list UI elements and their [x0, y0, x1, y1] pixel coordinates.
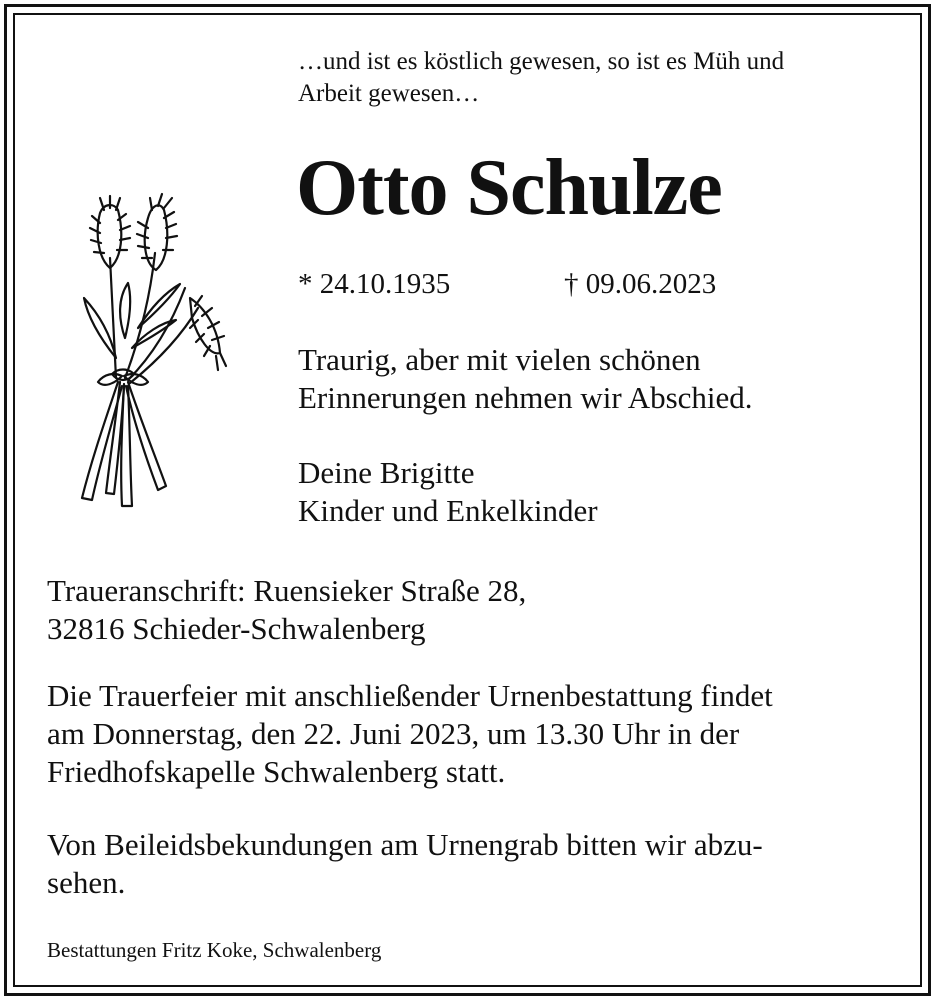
motto-line-1: …und ist es köstlich gewesen, so ist es Müh und — [298, 48, 785, 75]
mourning-address — [47, 572, 526, 648]
address-line-2: 32816 Schieder-Schwalenberg — [47, 611, 426, 646]
motto-line-2: Arbeit gewesen… — [298, 80, 480, 107]
condolence-line-1: Von Beileidsbekundungen am Urnengrab bitten wir abzu- — [47, 827, 763, 862]
deceased-name: Otto Schulze — [296, 144, 722, 232]
ceremony-line-2: am Donnerstag, den 22. Juni 2023, um 13.30 Uhr in der — [47, 716, 740, 751]
ceremony-line-1: Die Trauerfeier mit anschließender Urnenbestattung findet — [47, 678, 773, 713]
funeral-home: Bestattungen Fritz Koke, Schwalenberg — [47, 938, 382, 962]
farewell-line-2: Erinnerungen nehmen wir Abschied. — [298, 380, 753, 415]
farewell-line-1: Traurig, aber mit vielen schönen — [298, 342, 701, 377]
mourner-spouse: Deine Brigitte — [298, 455, 475, 490]
funeral-ceremony-info — [47, 677, 773, 791]
mourner-children: Kinder und Enkelkinder — [298, 493, 598, 528]
ceremony-line-3: Friedhofskapelle Schwalenberg statt. — [47, 754, 506, 789]
condolence-line-2: sehen. — [47, 865, 126, 900]
address-line-1: Traueranschrift: Ruensieker Straße 28, — [47, 573, 527, 608]
birth-date: * 24.10.1935 — [298, 268, 451, 300]
motto-quote — [298, 46, 898, 110]
wheat-sheaf-icon — [70, 188, 240, 518]
mourners-signature — [298, 454, 598, 530]
farewell-message — [298, 341, 753, 417]
death-date: † 09.06.2023 — [564, 268, 717, 300]
condolence-note — [47, 826, 763, 902]
